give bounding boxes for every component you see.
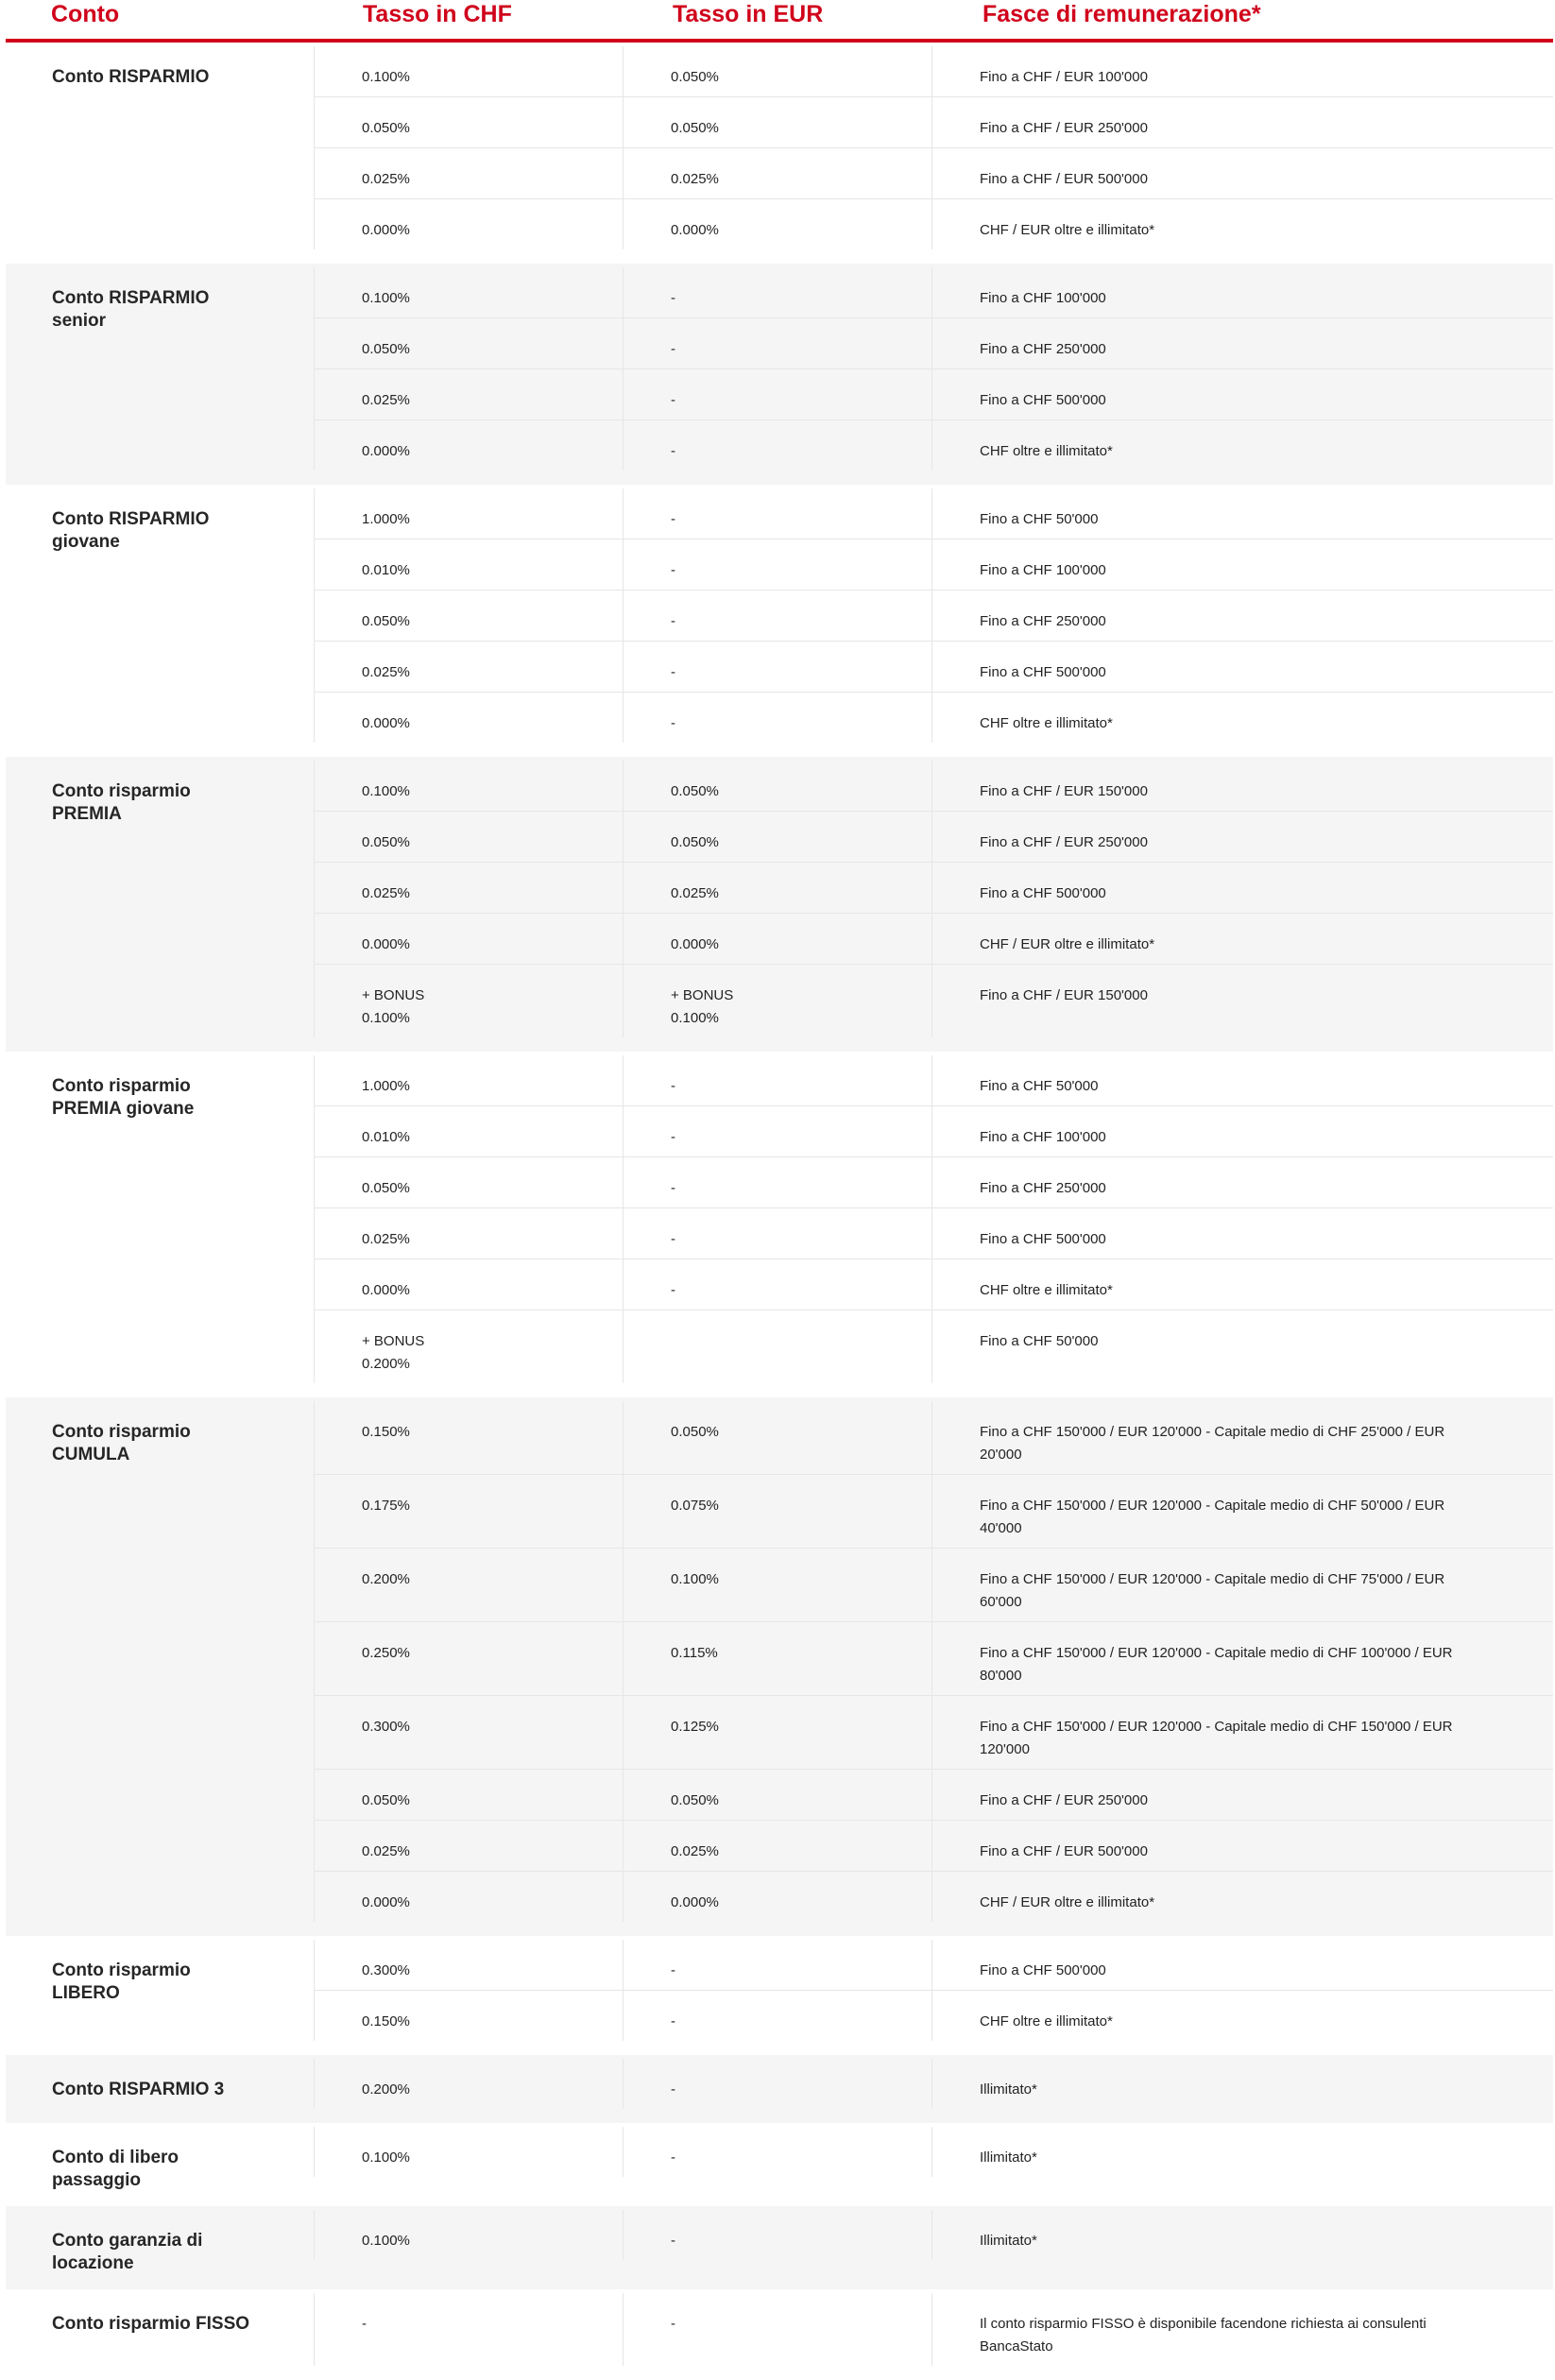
rate-rows — [314, 1401, 1553, 1922]
account-name: Conto RISPARMIO — [52, 67, 210, 87]
tier-cell: Fino a CHF 150'000 / EUR 120'000 - Capitale medio di CHF 100'000 / EUR 80'000 — [931, 1622, 1553, 1695]
table-row — [314, 2059, 1553, 2109]
rate-chf-cell: 0.025% — [314, 642, 623, 692]
rate-eur-cell: 0.050% — [623, 1770, 931, 1820]
rate-eur-cell: - — [623, 2127, 931, 2177]
rate-chf-cell: 0.300% — [314, 1696, 623, 1769]
rate-eur-cell: - — [623, 1157, 931, 1207]
rate-chf-cell: 0.010% — [314, 1106, 623, 1156]
rate-chf-cell: 0.300% — [314, 1940, 623, 1990]
tier-cell: Fino a CHF / EUR 500'000 — [931, 1821, 1553, 1871]
rate-eur-cell: - — [623, 420, 931, 471]
rate-chf-cell: 0.000% — [314, 199, 623, 249]
rate-rows — [314, 761, 1553, 1037]
rate-eur-cell: 0.115% — [623, 1622, 931, 1695]
tier-cell: CHF oltre e illimitato* — [931, 693, 1553, 743]
tier-cell: CHF oltre e illimitato* — [931, 1259, 1553, 1310]
tier-cell: Illimitato* — [931, 2210, 1553, 2260]
account-group — [6, 1052, 1553, 1397]
tier-cell: Fino a CHF 500'000 — [931, 1208, 1553, 1258]
rate-rows — [314, 46, 1553, 249]
rate-rows — [314, 2059, 1553, 2109]
rate-chf-cell: 0.175% — [314, 1475, 623, 1548]
table-row — [314, 369, 1553, 420]
tier-cell: Fino a CHF 500'000 — [931, 642, 1553, 692]
rate-chf-cell: + BONUS 0.100% — [314, 965, 623, 1037]
rate-eur-cell: - — [623, 1055, 931, 1105]
rate-eur-cell: 0.000% — [623, 914, 931, 964]
tier-cell: Fino a CHF 500'000 — [931, 863, 1553, 913]
table-row — [314, 642, 1553, 693]
table-row — [314, 591, 1553, 642]
rate-rows — [314, 2127, 1553, 2192]
rate-chf-cell: 0.100% — [314, 46, 623, 96]
tier-cell: Fino a CHF 150'000 / EUR 120'000 - Capitale medio di CHF 150'000 / EUR 120'000 — [931, 1696, 1553, 1769]
table-row — [314, 914, 1553, 965]
tier-cell: Il conto risparmio FISSO è disponibile facendone richiesta ai consulenti BancaStato — [931, 2293, 1553, 2366]
table-row — [314, 2293, 1553, 2366]
table-row — [314, 812, 1553, 863]
header-conto: Conto — [51, 1, 120, 27]
table-row — [314, 1696, 1553, 1770]
rate-rows — [314, 2210, 1553, 2275]
tier-cell: Fino a CHF 500'000 — [931, 369, 1553, 419]
table-row — [314, 1991, 1553, 2041]
rate-eur-cell: - — [623, 267, 931, 317]
rate-chf-cell: - — [314, 2293, 623, 2366]
rate-chf-cell: 0.100% — [314, 761, 623, 811]
table-row — [314, 148, 1553, 199]
account-name: Conto RISPARMIO 3 — [52, 2080, 225, 2099]
header-fasce: Fasce di remunerazione* — [983, 1, 1261, 27]
rate-eur-cell: - — [623, 2210, 931, 2260]
table-row — [314, 2127, 1553, 2177]
tier-cell: Illimitato* — [931, 2127, 1553, 2177]
account-name: Conto garanzia di locazione — [52, 2231, 203, 2273]
rate-chf-cell: 0.025% — [314, 863, 623, 913]
rate-chf-cell: 0.050% — [314, 591, 623, 641]
rate-rows — [314, 2293, 1553, 2366]
rate-chf-cell: 0.025% — [314, 148, 623, 198]
table-row — [314, 1208, 1553, 1259]
table-row — [314, 1821, 1553, 1872]
account-group — [6, 43, 1553, 264]
rate-eur-cell: - — [623, 1106, 931, 1156]
tier-cell: CHF oltre e illimitato* — [931, 1991, 1553, 2041]
table-row — [314, 1622, 1553, 1696]
account-group — [6, 485, 1553, 757]
rate-chf-cell: 0.200% — [314, 1549, 623, 1621]
rate-eur-cell: 0.025% — [623, 148, 931, 198]
rate-chf-cell: 0.100% — [314, 2127, 623, 2177]
account-group — [6, 757, 1553, 1052]
table-row — [314, 1106, 1553, 1157]
rate-chf-cell: 1.000% — [314, 488, 623, 539]
table-row — [314, 199, 1553, 249]
tier-cell: Fino a CHF 500'000 — [931, 1940, 1553, 1990]
rate-chf-cell: 0.100% — [314, 267, 623, 317]
tier-cell: Fino a CHF 100'000 — [931, 539, 1553, 590]
tier-cell: Fino a CHF / EUR 250'000 — [931, 1770, 1553, 1820]
tier-cell: Fino a CHF 150'000 / EUR 120'000 - Capitale medio di CHF 50'000 / EUR 40'000 — [931, 1475, 1553, 1548]
rate-chf-cell: 0.150% — [314, 1991, 623, 2041]
tier-cell: Fino a CHF / EUR 150'000 — [931, 761, 1553, 811]
rate-eur-cell: - — [623, 693, 931, 743]
account-name: Conto risparmio LIBERO — [52, 1961, 191, 2003]
table-row — [314, 965, 1553, 1037]
rate-eur-cell: 0.050% — [623, 46, 931, 96]
rate-rows — [314, 488, 1553, 743]
tier-cell: Fino a CHF 50'000 — [931, 1310, 1553, 1383]
account-group — [6, 2055, 1553, 2123]
rate-eur-cell: 0.025% — [623, 863, 931, 913]
table-row — [314, 420, 1553, 471]
rate-rows — [314, 1940, 1553, 2041]
rate-eur-cell: - — [623, 1208, 931, 1258]
rate-eur-cell: - — [623, 1991, 931, 2041]
tier-cell: Fino a CHF / EUR 500'000 — [931, 148, 1553, 198]
rate-eur-cell: 0.025% — [623, 1821, 931, 1871]
account-group — [6, 2123, 1553, 2206]
table-row — [314, 1770, 1553, 1821]
tier-cell: Fino a CHF 50'000 — [931, 488, 1553, 539]
rate-chf-cell: 0.010% — [314, 539, 623, 590]
rate-chf-cell: 0.050% — [314, 1157, 623, 1207]
rate-eur-cell: - — [623, 2293, 931, 2366]
tier-cell: Illimitato* — [931, 2059, 1553, 2109]
rate-chf-cell: 0.000% — [314, 420, 623, 471]
rate-eur-cell: 0.050% — [623, 97, 931, 147]
rates-table — [6, 0, 1553, 2380]
rate-chf-cell: 0.025% — [314, 369, 623, 419]
tier-cell: Fino a CHF / EUR 150'000 — [931, 965, 1553, 1037]
rate-eur-cell: 0.050% — [623, 1401, 931, 1474]
account-name: Conto risparmio PREMIA giovane — [52, 1076, 195, 1119]
rate-chf-cell: 0.250% — [314, 1622, 623, 1695]
rate-eur-cell: - — [623, 642, 931, 692]
table-row — [314, 539, 1553, 591]
rate-chf-cell: 0.050% — [314, 97, 623, 147]
table-row — [314, 1055, 1553, 1106]
table-row — [314, 1475, 1553, 1549]
rate-eur-cell: - — [623, 1940, 931, 1990]
rate-chf-cell: 0.050% — [314, 812, 623, 862]
table-header — [6, 0, 1553, 43]
rate-eur-cell: - — [623, 591, 931, 641]
account-group — [6, 1936, 1553, 2055]
account-group — [6, 264, 1553, 485]
table-row — [314, 1872, 1553, 1922]
rate-chf-cell: 1.000% — [314, 1055, 623, 1105]
rate-eur-cell: - — [623, 2059, 931, 2109]
account-name: Conto di libero passaggio — [52, 2148, 179, 2190]
rate-chf-cell: 0.025% — [314, 1821, 623, 1871]
rate-eur-cell: 0.075% — [623, 1475, 931, 1548]
account-name: Conto risparmio FISSO — [52, 2314, 250, 2334]
rate-eur-cell — [623, 1310, 931, 1383]
rate-eur-cell: 0.125% — [623, 1696, 931, 1769]
account-group — [6, 1397, 1553, 1936]
rate-chf-cell: 0.000% — [314, 914, 623, 964]
rate-eur-cell: 0.050% — [623, 812, 931, 862]
table-row — [314, 488, 1553, 539]
tier-cell: CHF / EUR oltre e illimitato* — [931, 199, 1553, 249]
table-row — [314, 1940, 1553, 1991]
tier-cell: Fino a CHF 250'000 — [931, 318, 1553, 368]
rate-chf-cell: 0.000% — [314, 1259, 623, 1310]
rate-eur-cell: 0.100% — [623, 1549, 931, 1621]
account-name: Conto risparmio CUMULA — [52, 1422, 191, 1464]
tier-cell: CHF oltre e illimitato* — [931, 420, 1553, 471]
rate-eur-cell: 0.000% — [623, 199, 931, 249]
table-body — [6, 43, 1553, 2380]
table-row — [314, 1259, 1553, 1310]
account-group — [6, 2206, 1553, 2289]
table-row — [314, 1310, 1553, 1383]
tier-cell: CHF / EUR oltre e illimitato* — [931, 1872, 1553, 1922]
account-name: Conto RISPARMIO giovane — [52, 509, 210, 552]
rate-eur-cell: - — [623, 1259, 931, 1310]
account-name: Conto risparmio PREMIA — [52, 781, 191, 824]
tier-cell: Fino a CHF 250'000 — [931, 1157, 1553, 1207]
rate-chf-cell: 0.200% — [314, 2059, 623, 2109]
rate-eur-cell: 0.050% — [623, 761, 931, 811]
tier-cell: Fino a CHF 150'000 / EUR 120'000 - Capitale medio di CHF 75'000 / EUR 60'000 — [931, 1549, 1553, 1621]
table-row — [314, 863, 1553, 914]
rate-chf-cell: 0.100% — [314, 2210, 623, 2260]
table-row — [314, 1157, 1553, 1208]
table-row — [314, 1549, 1553, 1622]
rate-eur-cell: - — [623, 488, 931, 539]
tier-cell: Fino a CHF / EUR 250'000 — [931, 812, 1553, 862]
header-tasso-chf: Tasso in CHF — [363, 1, 512, 27]
account-name: Conto RISPARMIO senior — [52, 288, 210, 331]
table-row — [314, 267, 1553, 318]
rate-chf-cell: 0.150% — [314, 1401, 623, 1474]
table-row — [314, 318, 1553, 369]
tier-cell: Fino a CHF 100'000 — [931, 267, 1553, 317]
rate-eur-cell: + BONUS 0.100% — [623, 965, 931, 1037]
tier-cell: Fino a CHF / EUR 100'000 — [931, 46, 1553, 96]
table-row — [314, 2210, 1553, 2260]
table-row — [314, 46, 1553, 97]
rate-chf-cell: 0.000% — [314, 1872, 623, 1922]
tier-cell: Fino a CHF 100'000 — [931, 1106, 1553, 1156]
table-row — [314, 97, 1553, 148]
tier-cell: CHF / EUR oltre e illimitato* — [931, 914, 1553, 964]
rate-rows — [314, 267, 1553, 471]
table-row — [314, 761, 1553, 812]
header-tasso-eur: Tasso in EUR — [673, 1, 824, 27]
table-row — [314, 1401, 1553, 1475]
rate-eur-cell: - — [623, 539, 931, 590]
account-group — [6, 2289, 1553, 2380]
table-row — [314, 693, 1553, 743]
rate-chf-cell: 0.000% — [314, 693, 623, 743]
rate-chf-cell: 0.025% — [314, 1208, 623, 1258]
rate-chf-cell: + BONUS 0.200% — [314, 1310, 623, 1383]
tier-cell: Fino a CHF / EUR 250'000 — [931, 97, 1553, 147]
rate-chf-cell: 0.050% — [314, 1770, 623, 1820]
rate-eur-cell: - — [623, 369, 931, 419]
rate-eur-cell: - — [623, 318, 931, 368]
tier-cell: Fino a CHF 50'000 — [931, 1055, 1553, 1105]
rate-chf-cell: 0.050% — [314, 318, 623, 368]
tier-cell: Fino a CHF 150'000 / EUR 120'000 - Capitale medio di CHF 25'000 / EUR 20'000 — [931, 1401, 1553, 1474]
tier-cell: Fino a CHF 250'000 — [931, 591, 1553, 641]
rate-eur-cell: 0.000% — [623, 1872, 931, 1922]
rate-rows — [314, 1055, 1553, 1383]
